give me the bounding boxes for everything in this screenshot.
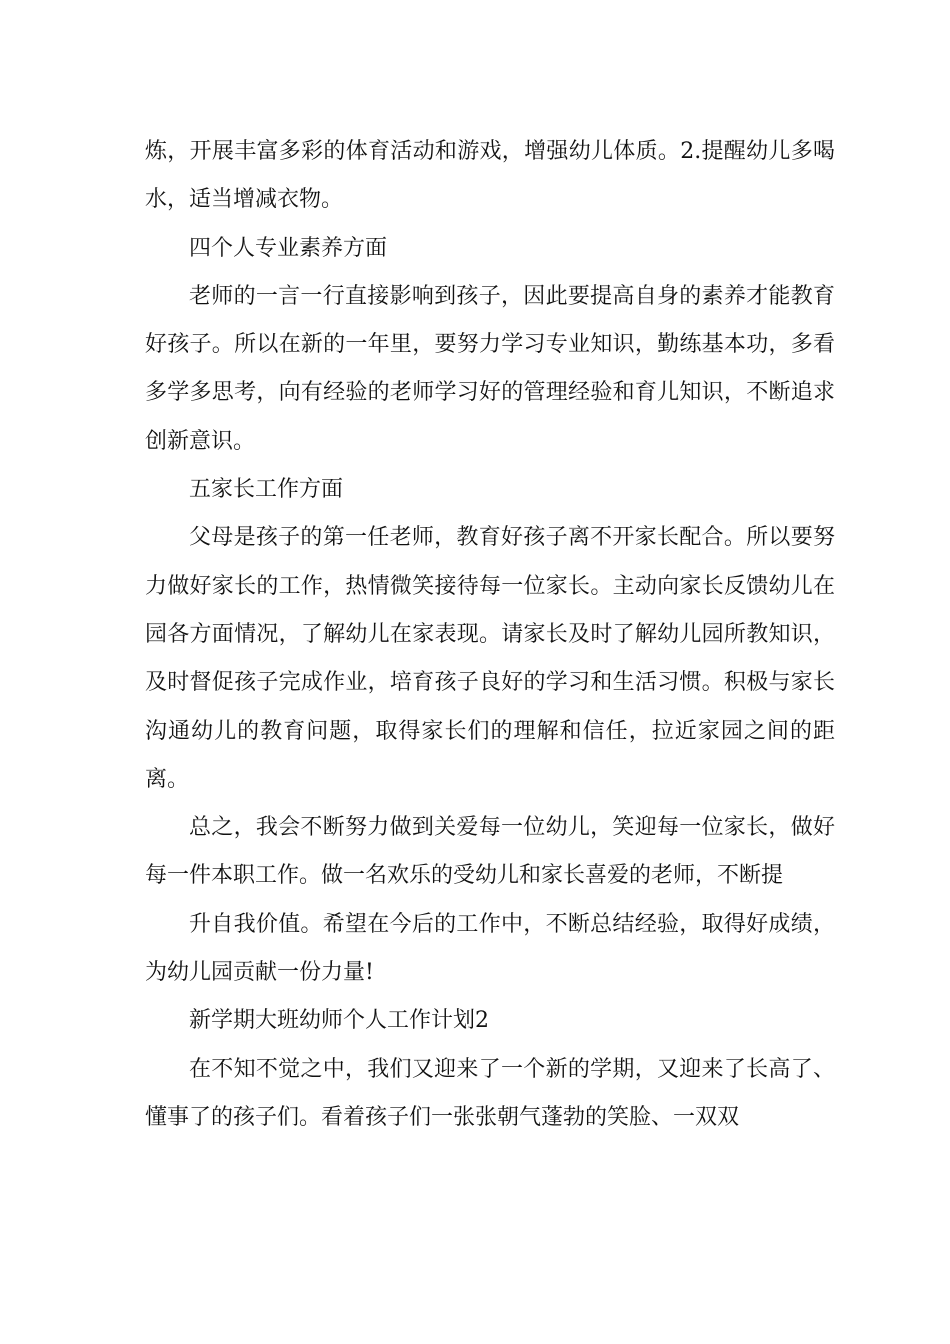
plan-title-2: 新学期大班幼师个人工作计划2: [189, 1008, 489, 1034]
paragraph-professional: 老师的一言一行直接影响到孩子，因此要提高自身的素养才能教育好孩子。所以在新的一年里，要努力学习专业知识，勤练基本功，多看多学多思考，向有经验的老师学习好的管理经验和育儿知识，不断追求创新意识。: [145, 283, 835, 454]
section-heading-parents: 五家长工作方面: [189, 477, 344, 503]
paragraph-summary: 总之，我会不断努力做到关爱每一位幼儿，笑迎每一位家长，做好每一件本职工作。做一名欢乐的受幼儿和家长喜爱的老师，不断提: [145, 815, 835, 889]
paragraph-summary-continued: 升自我价值。希望在今后的工作中，不断总结经验，取得好成绩，为幼儿园贡献一份力量!: [145, 911, 835, 986]
document-body: [145, 128, 835, 1142]
paragraph-continuation: 炼，开展丰富多彩的体育活动和游戏，增强幼儿体质。2.提醒幼儿多喝水，适当增减衣物。: [145, 139, 835, 213]
paragraph-plan-2-intro: 在不知不觉之中，我们又迎来了一个新的学期，又迎来了长高了、懂事了的孩子们。看着孩子们一张张朝气蓬勃的笑脸、一双双: [145, 1056, 835, 1130]
paragraph-parents: 父母是孩子的第一任老师，教育好孩子离不开家长配合。所以要努力做好家长的工作，热情微笑接待每一位家长。主动向家长反馈幼儿在园各方面情况，了解幼儿在家表现。请家长及时了解幼儿园所教知识，及时督促孩子完成作业，培育孩子良好的学习和生活习惯。积极与家长沟通幼儿的教育问题，取得家长们的理解和信任，拉近家园之间的距离。: [145, 525, 835, 792]
section-heading-professional: 四个人专业素养方面: [189, 235, 388, 261]
